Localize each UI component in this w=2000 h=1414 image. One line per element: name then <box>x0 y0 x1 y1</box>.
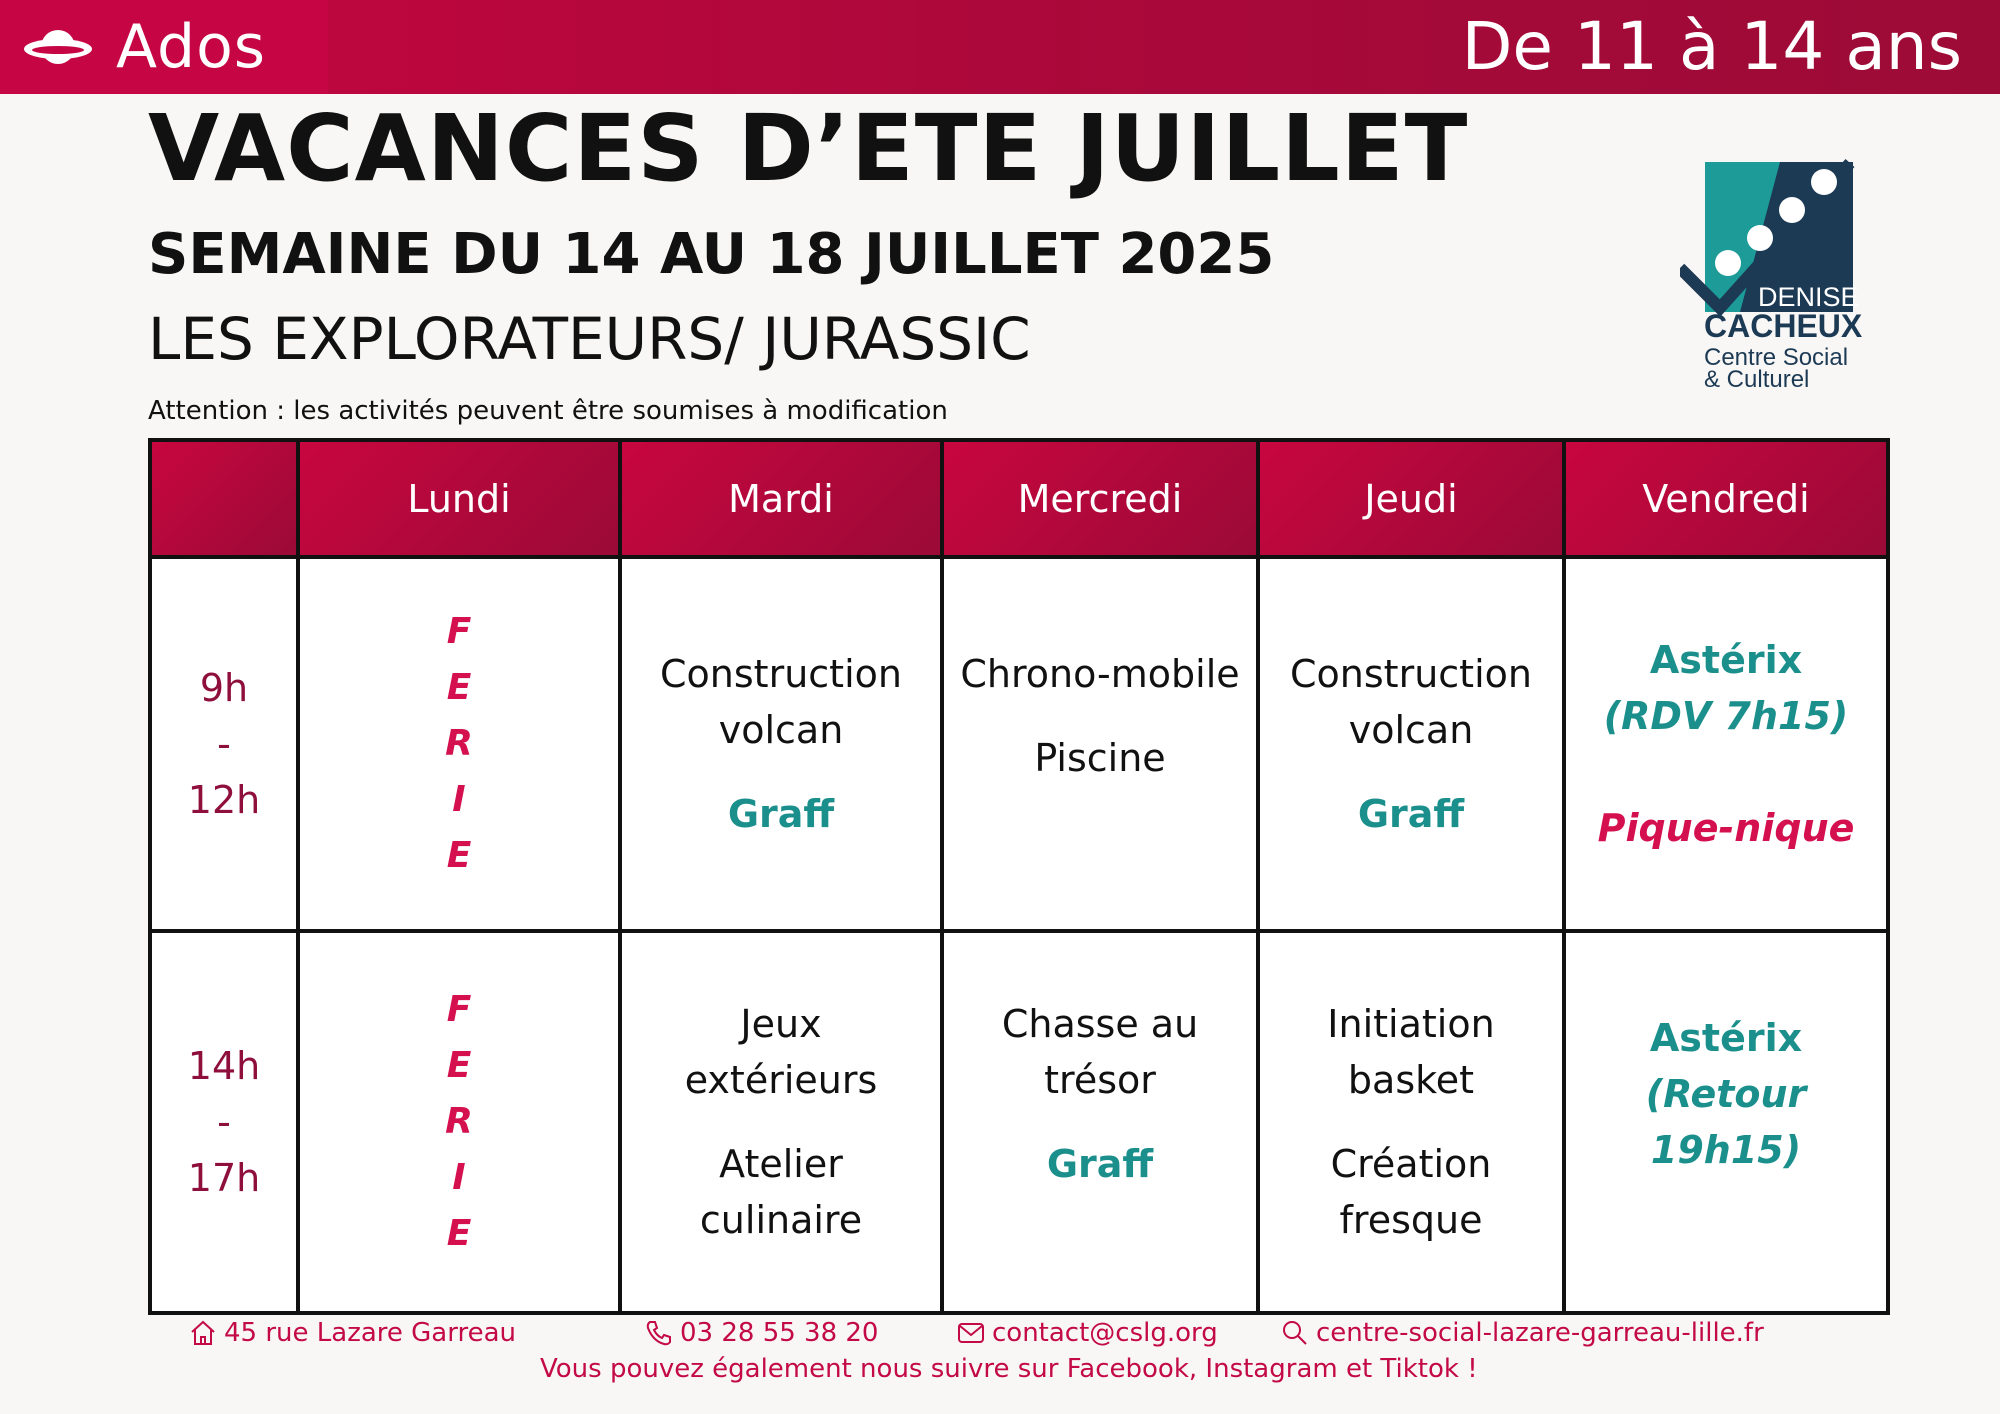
logo-line-2: CACHEUX <box>1704 308 1863 344</box>
schedule-table <box>148 438 1890 1315</box>
activity: volcan <box>718 708 844 752</box>
ferie-letter: R <box>445 723 473 764</box>
time-end: 17h <box>187 1156 261 1200</box>
time-start: 9h <box>199 666 249 710</box>
mercredi-morning <box>942 557 1258 931</box>
ferie-letter: E <box>446 667 472 708</box>
activity-retour: (Retour 19h15) <box>1645 1072 1807 1172</box>
ferie-letter: E <box>446 1213 472 1254</box>
afternoon-row <box>150 931 1888 1313</box>
activity-asterix: Astérix <box>1649 1016 1803 1060</box>
activity: volcan <box>1348 708 1474 752</box>
badge-label: Ados <box>116 12 267 82</box>
mercredi-afternoon <box>942 931 1258 1313</box>
footer-email[interactable] <box>956 1318 1218 1348</box>
activity: Construction <box>1290 652 1532 696</box>
ferie-letter: I <box>452 1157 466 1198</box>
morning-row <box>150 557 1888 931</box>
lundi-morning-ferie <box>298 557 620 931</box>
mardi-afternoon <box>620 931 942 1313</box>
ferie-letter: E <box>446 1045 472 1086</box>
phone-icon <box>644 1318 674 1348</box>
age-range: De 11 à 14 ans <box>1461 8 1962 85</box>
activity: Création <box>1330 1142 1492 1186</box>
day-mardi: Mardi <box>620 440 942 557</box>
ados-badge <box>0 0 328 94</box>
activity-picnic: Pique-nique <box>1597 806 1855 850</box>
activity: Piscine <box>1034 736 1166 780</box>
email-link[interactable]: contact@cslg.org <box>992 1318 1218 1348</box>
activity: extérieurs <box>684 1058 878 1102</box>
phone-text: 03 28 55 38 20 <box>680 1318 879 1348</box>
activity-graff: Graff <box>1357 792 1465 836</box>
activity: Chasse au <box>1001 1002 1199 1046</box>
jeudi-morning <box>1258 557 1564 931</box>
ferie-letter: I <box>452 779 466 820</box>
activity-asterix: Astérix <box>1649 638 1803 682</box>
time-dash: - <box>217 722 231 766</box>
vendredi-morning <box>1564 557 1888 931</box>
ferie-letter: E <box>446 835 472 876</box>
theme-subtitle: LES EXPLORATEURS/ JURASSIC <box>148 305 1031 373</box>
activity: Chrono-mobile <box>960 652 1240 696</box>
ferie-letter: F <box>446 611 472 652</box>
header-row <box>150 440 1888 557</box>
activity: Atelier <box>719 1142 843 1186</box>
time-dash: - <box>217 1100 231 1144</box>
day-jeudi: Jeudi <box>1258 440 1564 557</box>
day-lundi: Lundi <box>298 440 620 557</box>
logo-line-1: DENISE <box>1758 282 1859 312</box>
ferie-letter: R <box>445 1101 473 1142</box>
activity: trésor <box>1044 1058 1156 1102</box>
activity-rdv: (RDV 7h15) <box>1603 694 1849 738</box>
search-icon <box>1280 1318 1310 1348</box>
footer-address <box>188 1318 516 1348</box>
lundi-afternoon-ferie <box>298 931 620 1313</box>
time-start: 14h <box>187 1044 261 1088</box>
logo-line-4: & Culturel <box>1704 366 1810 393</box>
activity: fresque <box>1339 1198 1483 1242</box>
jeudi-afternoon <box>1258 931 1564 1313</box>
social-note: Vous pouvez également nous suivre sur Facebook, Instagram et Tiktok ! <box>540 1354 1478 1384</box>
activity: culinaire <box>699 1198 863 1242</box>
activity: basket <box>1347 1058 1475 1102</box>
activity-graff: Graff <box>1046 1142 1154 1186</box>
mail-icon <box>956 1318 986 1348</box>
day-mercredi: Mercredi <box>942 440 1258 557</box>
logo-line-3: Centre Social <box>1704 344 1849 371</box>
page-title: VACANCES D’ETE JUILLET <box>148 95 1469 202</box>
corner-cell <box>150 440 298 557</box>
planet-icon <box>20 17 96 77</box>
home-icon <box>188 1318 218 1348</box>
time-end: 12h <box>187 778 261 822</box>
mardi-morning <box>620 557 942 931</box>
day-vendredi: Vendredi <box>1564 440 1888 557</box>
week-subtitle: SEMAINE DU 14 AU 18 JUILLET 2025 <box>148 222 1275 287</box>
footer-website[interactable] <box>1280 1318 1764 1348</box>
website-link[interactable]: centre-social-lazare-garreau-lille.fr <box>1316 1318 1764 1348</box>
activity: Jeux <box>740 1002 822 1046</box>
address-text: 45 rue Lazare Garreau <box>224 1318 516 1348</box>
ferie-letter: F <box>446 989 472 1030</box>
activity: Construction <box>660 652 902 696</box>
vendredi-afternoon <box>1564 931 1888 1313</box>
activity: Initiation <box>1327 1002 1495 1046</box>
activity-graff: Graff <box>727 792 835 836</box>
modification-note: Attention : les activités peuvent être soumises à modification <box>148 396 948 426</box>
morning-time <box>150 557 298 931</box>
afternoon-time <box>150 931 298 1313</box>
footer-phone <box>644 1318 878 1348</box>
